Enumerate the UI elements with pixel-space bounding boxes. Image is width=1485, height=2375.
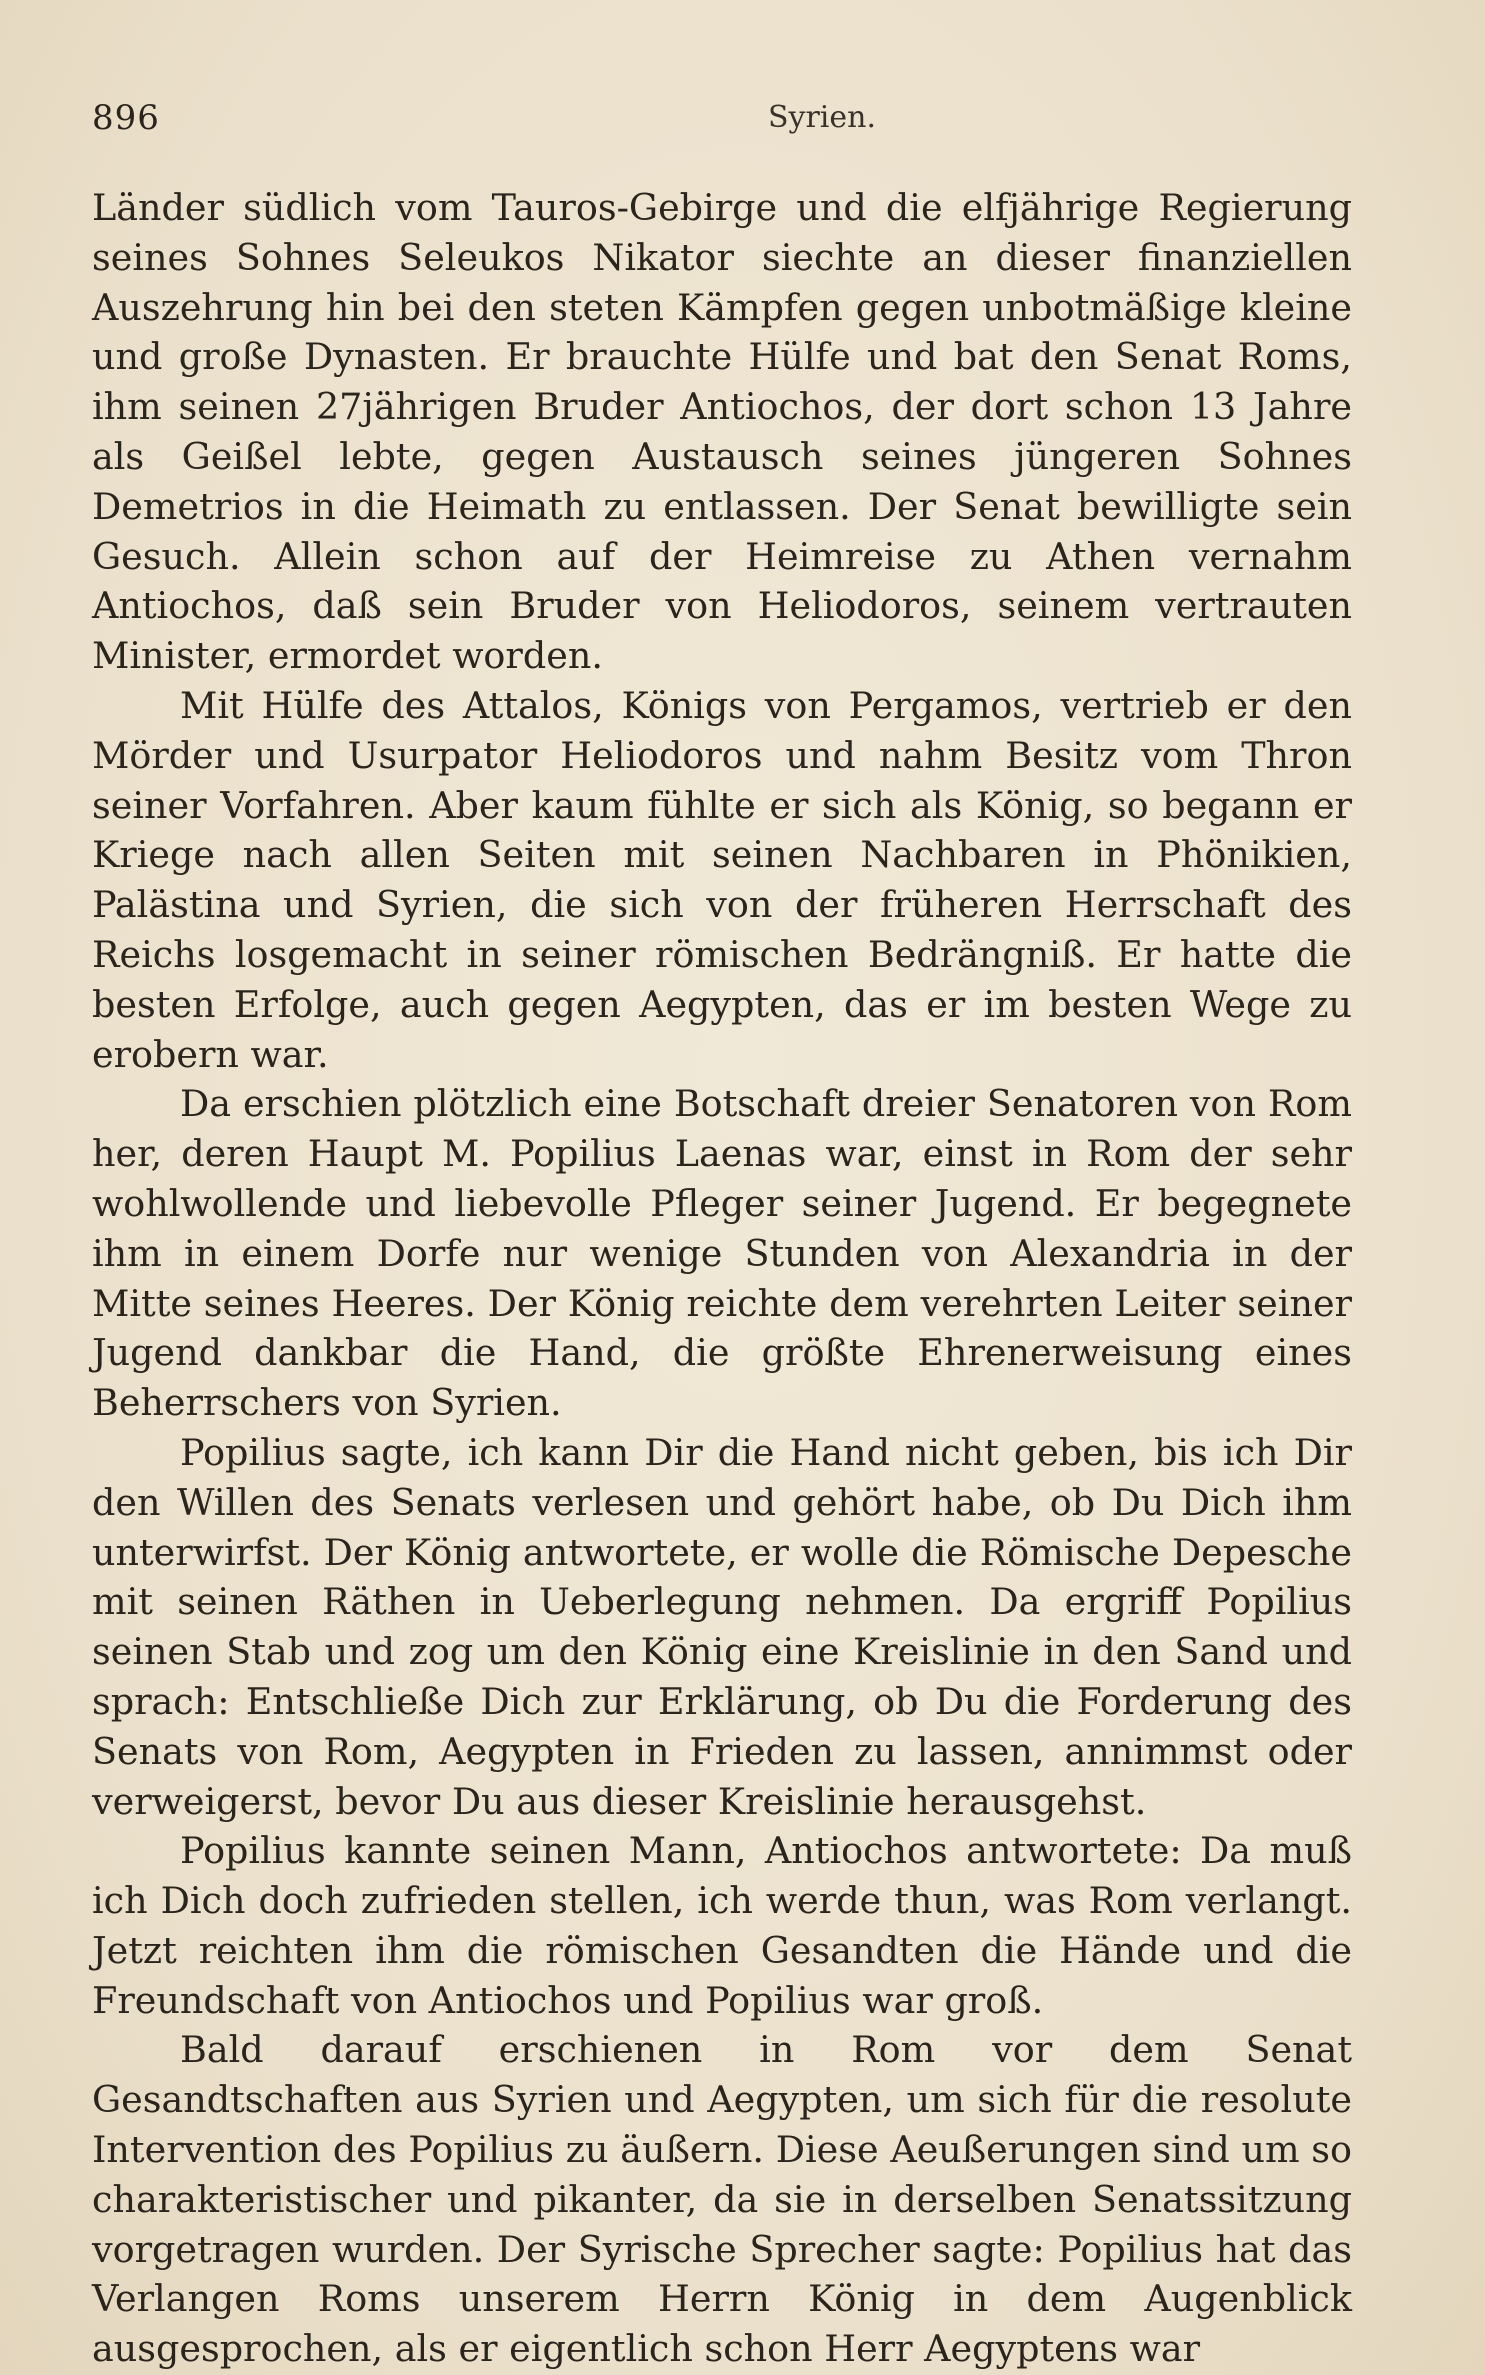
paragraph-2: Mit Hülfe des Attalos, Königs von Pergamos, vertrieb er den Mörder und Usurpator Heliodoros und nahm Besitz vom Thron seiner Vorfahren. Aber kaum fühlte er sich als König, so begann er Kriege nach allen Seiten mit seinen Nachbaren in Phönikien, Palästina und Syrien, die sich von der früheren Herrschaft des Reichs losgemacht in seiner römischen Bedrängniß. Er hatte die besten Erfolge, auch gegen Aegypten, das er im besten Wege zu erobern war. [92,683,1352,1076]
paragraph-3: Da erschien plötzlich eine Botschaft dreier Senatoren von Rom her, deren Haupt M. Popilius Laenas war, einst in Rom der sehr wohlwollende und liebevolle Pfleger seiner Jugend. Er begegnete ihm in einem Dorfe nur wenige Stunden von Alexandria in der Mitte seines Heeres. Der König reichte dem verehrten Leiter seiner Jugend dankbar die Hand, die größte Ehrenerweisung eines Beherrschers von Syrien. [92,1082,1352,1425]
paragraph-1: Länder südlich vom Tauros-Gebirge und die elfjährige Regierung seines Sohnes Seleukos Nikator siechte an dieser finanziellen Auszehrung hin bei den steten Kämpfen gegen unbotmäßige kleine und große Dynasten. Er brauchte Hülfe und bat den Senat Roms, ihm seinen 27jährigen Bruder Antiochos, der dort schon 13 Jahre als Geißel lebte, gegen Austausch seines jüngeren Sohnes Demetrios in die Heimath zu entlassen. Der Senat bewilligte sein Gesuch. Allein schon auf der Heimreise zu Athen vernahm Antiochos, daß sein Bruder von Heliodoros, seinem vertrauten Minister, ermordet worden. [92,186,1352,678]
page-number: 896 [92,98,160,138]
running-head: Syrien. [767,100,877,135]
body-text [92,183,1352,2374]
paragraph-4: Popilius sagte, ich kann Dir die Hand nicht geben, bis ich Dir den Willen des Senats verlesen und gehört habe, ob Du Dich ihm unterwirfst. Der König antwortete, er wolle die Römische Depesche mit seinen Räthen in Ueberlegung nehmen. Da ergriff Popilius seinen Stab und zog um den König eine Kreislinie in den Sand und sprach: Entschließe Dich zur Erklärung, ob Du die Forderung des Senats von Rom, Aegypten in Frieden zu lassen, annimmst oder verweigerst, bevor Du aus dieser Kreislinie herausgehst. [92,1430,1352,1823]
paragraph-5: Popilius kannte seinen Mann, Antiochos antwortete: Da muß ich Dich doch zufrieden stellen, ich werde thun, was Rom verlangt. Jetzt reichten ihm die römischen Gesandten die Hände und die Freundschaft von Antiochos und Popilius war groß. [92,1829,1352,2022]
paragraph-6: Bald darauf erschienen in Rom vor dem Senat Gesandtschaften aus Syrien und Aegypten, um sich für die resolute Intervention des Popilius zu äußern. Diese Aeußerungen sind um so charakteristischer und pikanter, da sie in derselben Senatssitzung vorgetragen wurden. Der Syrische Sprecher sagte: Popilius hat das Verlangen Roms unserem Herrn König in dem Augenblick ausgesprochen, als er eigentlich schon Herr Aegyptens war [92,2028,1352,2371]
page-header [92,98,1352,148]
